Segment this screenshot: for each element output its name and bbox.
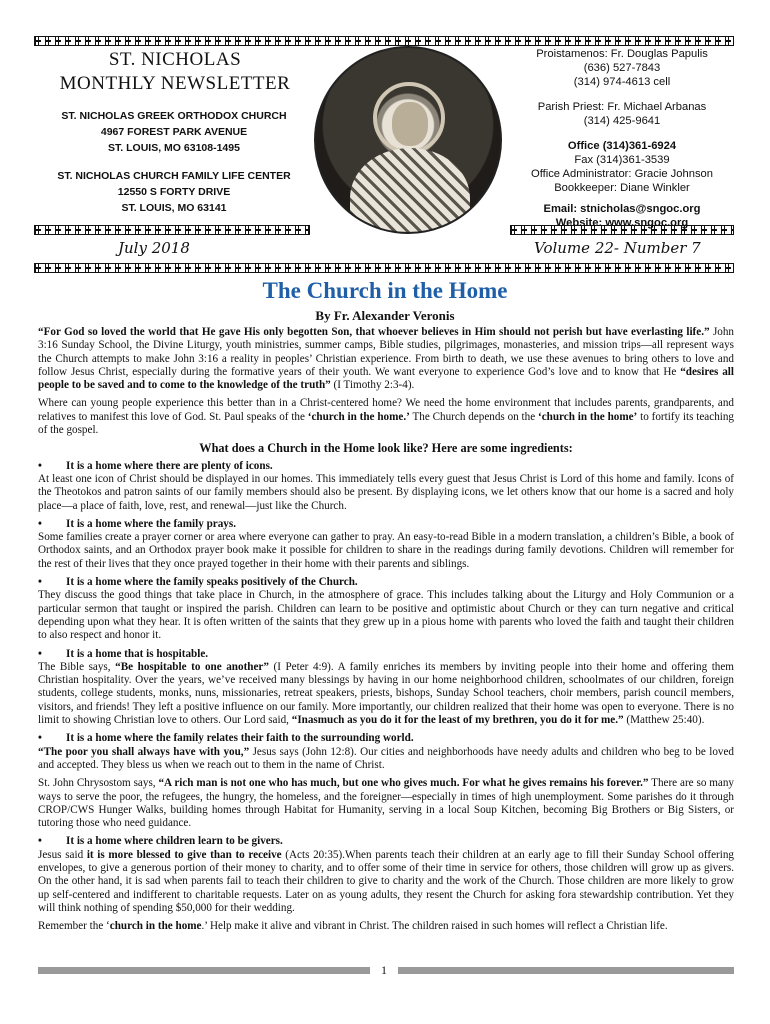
issue-volume: Volume 22- Number 7 bbox=[534, 239, 701, 257]
bullet-speaks-heading: It is a home where the family speaks positively of the Church. bbox=[66, 576, 358, 589]
footer-bar-right bbox=[398, 967, 734, 974]
fax-line: Fax (314)361-3539 bbox=[574, 154, 670, 166]
masthead-line-1: ST. NICHOLAS bbox=[108, 49, 242, 70]
greek-key-border-left-mid bbox=[34, 225, 310, 235]
bullet-hospitable-heading: It is a home that is hospitable. bbox=[66, 647, 209, 660]
newsletter-masthead bbox=[52, 48, 298, 96]
speaks-paragraph: They discuss the good things that take place in Church, in the atmosphere of grace. This includes talking about the Liturgy and Holy Communion or a particular sermon that taught or inspired the parish. Children can learn to be positive and optimistic about Church or they can turn negative and critical depending upon what they hear. It is often written of the saints that they grew up in a pious home with parents who loved the faith and taught their children to also respect and honor it. bbox=[38, 589, 734, 642]
parish-priest-line: Parish Priest: Fr. Michael Arbanas bbox=[537, 101, 707, 113]
prays-paragraph: Some families create a prayer corner or area where everyone can gather to pray. An easy-to-read Bible in a modern translation, a children’s Bible, a book of Orthodox saints, and an Orthodox prayer book make it possible for children to share in the readings during family devotions. Children will remember for the rest of their lives that they once prayed together in their home with their parents and siblings. bbox=[38, 531, 734, 570]
face-shape bbox=[392, 102, 428, 146]
center-city: ST. LOUIS, MO 63141 bbox=[121, 202, 227, 214]
chrysostom-paragraph: St. John Chrysostom says, “A rich man is not one who has much, but one who gives much. For what he gives remains his forever.” There are so many ways to serve the poor, the refugees, the hungry, the homeless, and the foreigner—especially in times of high unemployment. Some parishes do it through CROP/CWS Hunger Walks, building homes through Habitat for Humanity, serving in a local Soup Kitchen, becoming Big Brothers or Big Sisters, or tutoring those who need guidance. bbox=[38, 777, 735, 830]
bullet-faith-world: • It is a home where the family relates their faith to the surrounding world. bbox=[38, 732, 414, 745]
hospitable-paragraph: The Bible says, “Be hospitable to one another” (I Peter 4:9). A family enriches its members by inviting people into their home and offering them Christian hospitality. Over the years, we’ve received many blessings by having in our home neighborhood children, schoolmates of our children, foreign students, college students, monks, nuns, missionaries, retreat speakers, priests, bishops, Sunday School teachers, choir members, parish council members, visitors, and friends! They left a positive influence on our family. More importantly, our children realized that their home was open to everyone. There is no limit to showing Christian love to others. Our Lord said, “Inasmuch as you do it for the least of my brethren, you do it for me.” (Matthew 25:40). bbox=[38, 660, 734, 727]
issue-date: July 2018 bbox=[118, 239, 190, 257]
bullet-icons-heading: It is a home where there are plenty of icons. bbox=[66, 459, 273, 472]
bullet-givers-heading: It is a home where children learn to be givers. bbox=[66, 835, 283, 848]
footer-bar-left bbox=[38, 967, 370, 974]
contact-block bbox=[510, 47, 734, 230]
bullet-speaks-positively: • It is a home where the family speaks positively of the Church. bbox=[38, 576, 358, 589]
saint-nicholas-icon bbox=[314, 46, 502, 234]
office-phone: Office (314)361-6924 bbox=[567, 140, 677, 152]
greek-key-border-bottom bbox=[34, 263, 734, 273]
administrator-line: Office Administrator: Gracie Johnson bbox=[531, 168, 713, 180]
website-link[interactable]: Website: www.sngoc.org bbox=[555, 217, 689, 229]
church-in-home-paragraph: Where can young people experience this better than in a Christ-centered home? We need the home environment that includes parents, grandparents, and relatives to manifest this love of God. St. Paul speaks of the ‘church in the home.’ The Church depends on the ‘church in the home’ to fortify its teaching of the gospel. bbox=[38, 397, 734, 437]
closing-paragraph: Remember the ‘church in the home.’ Help make it alive and vibrant in Christ. The children raised in such homes will reflect a Christian life. bbox=[38, 920, 668, 933]
church-address-block bbox=[34, 108, 314, 156]
bullet-faith-heading: It is a home where the family relates their faith to the surrounding world. bbox=[66, 732, 414, 745]
church-name: ST. NICHOLAS GREEK ORTHODOX CHURCH bbox=[61, 110, 287, 122]
center-street: 12550 S FORTY DRIVE bbox=[117, 186, 231, 198]
bullet-prays-heading: It is a home where the family prays. bbox=[66, 517, 236, 530]
church-city: ST. LOUIS, MO 63108-1495 bbox=[108, 142, 240, 154]
bookkeeper-line: Bookkeeper: Diane Winkler bbox=[554, 182, 690, 194]
proistamenos-cell: (314) 974-4613 cell bbox=[573, 76, 671, 88]
church-street: 4967 FOREST PARK AVENUE bbox=[100, 126, 248, 138]
page-number: 1 bbox=[381, 963, 387, 977]
bullet-prays: • It is a home where the family prays. bbox=[38, 517, 236, 530]
family-center-address-block bbox=[34, 168, 314, 216]
bullet-icons: • It is a home where there are plenty of icons. bbox=[38, 459, 273, 472]
ingredients-subheading: What does a Church in the Home look like? Here are some ingredients: bbox=[199, 441, 573, 456]
proistamenos-phone: (636) 527-7843 bbox=[583, 62, 661, 74]
icons-paragraph: At least one icon of Christ should be displayed in our homes. This immediately tells every guest that Jesus Christ is Lord of this home and family. Icons of the Theotokos and patron saints of our family members should also be present. By displaying icons, we let others know that our home is a sacred and holy place—a place of faith, love, rest, and renewal—just like the Church. bbox=[38, 472, 734, 512]
robe-shape bbox=[350, 148, 470, 234]
bullet-hospitable: • It is a home that is hospitable. bbox=[38, 647, 209, 660]
bullet-givers: • It is a home where children learn to be givers. bbox=[38, 835, 283, 848]
greek-key-border-top bbox=[34, 36, 734, 46]
email-link[interactable]: Email: stnicholas@sngoc.org bbox=[543, 203, 701, 215]
intro-paragraph: “For God so loved the world that He gave His only begotten Son, that whoever believes in Him should not perish but have everlasting life.” John 3:16 Sunday School, the Divine Liturgy, youth ministries, summer camps, Bible studies, pilgrimages, monasteries, and mission trips—all represent ways the Church attempts to make John 3:16 a reality in peoples’ Christian experience. From birth to death, we use these avenues to bring others to love and follow Jesus Christ, especially during the formative years of their youth. We want everyone to experience God’s love and to know that He “desires all people to be saved and to come to the knowledge of the truth” (I Timothy 2:3-4). bbox=[38, 326, 734, 392]
proistamenos-line: Proistamenos: Fr. Douglas Papulis bbox=[536, 48, 708, 60]
article-body bbox=[38, 326, 734, 938]
givers-paragraph: Jesus said it is more blessed to give than to receive (Acts 20:35).When parents teach their children at an early age to fill their Sunday School offering envelopes, to give a generous portion of their money to charity, and to offer some of their time in service for others, those children will grow up as givers. On the other hand, it is sad when parents fail to teach their children to give to charity and the work of the Church. Those children are more likely to grow up self-centered and indifferent to charitable requests. Later on as young adults, they resent the Church for asking fora stewardship contribution. Yet they will think nothing of spending $50,000 for their wedding. bbox=[38, 848, 734, 914]
masthead-line-2: MONTHLY NEWSLETTER bbox=[59, 73, 291, 94]
article-byline: By Fr. Alexander Veronis bbox=[315, 308, 455, 323]
article-title: The Church in the Home bbox=[262, 278, 508, 303]
parish-priest-phone: (314) 425-9641 bbox=[583, 115, 661, 127]
faith-world-paragraph: “The poor you shall always have with you,” Jesus says (John 12:8). Our cities and neighborhoods have needy adults and children who beg to be loved and accepted. They bless us when we reach out to them in the name of Christ. bbox=[38, 745, 734, 771]
center-name: ST. NICHOLAS CHURCH FAMILY LIFE CENTER bbox=[57, 170, 291, 182]
